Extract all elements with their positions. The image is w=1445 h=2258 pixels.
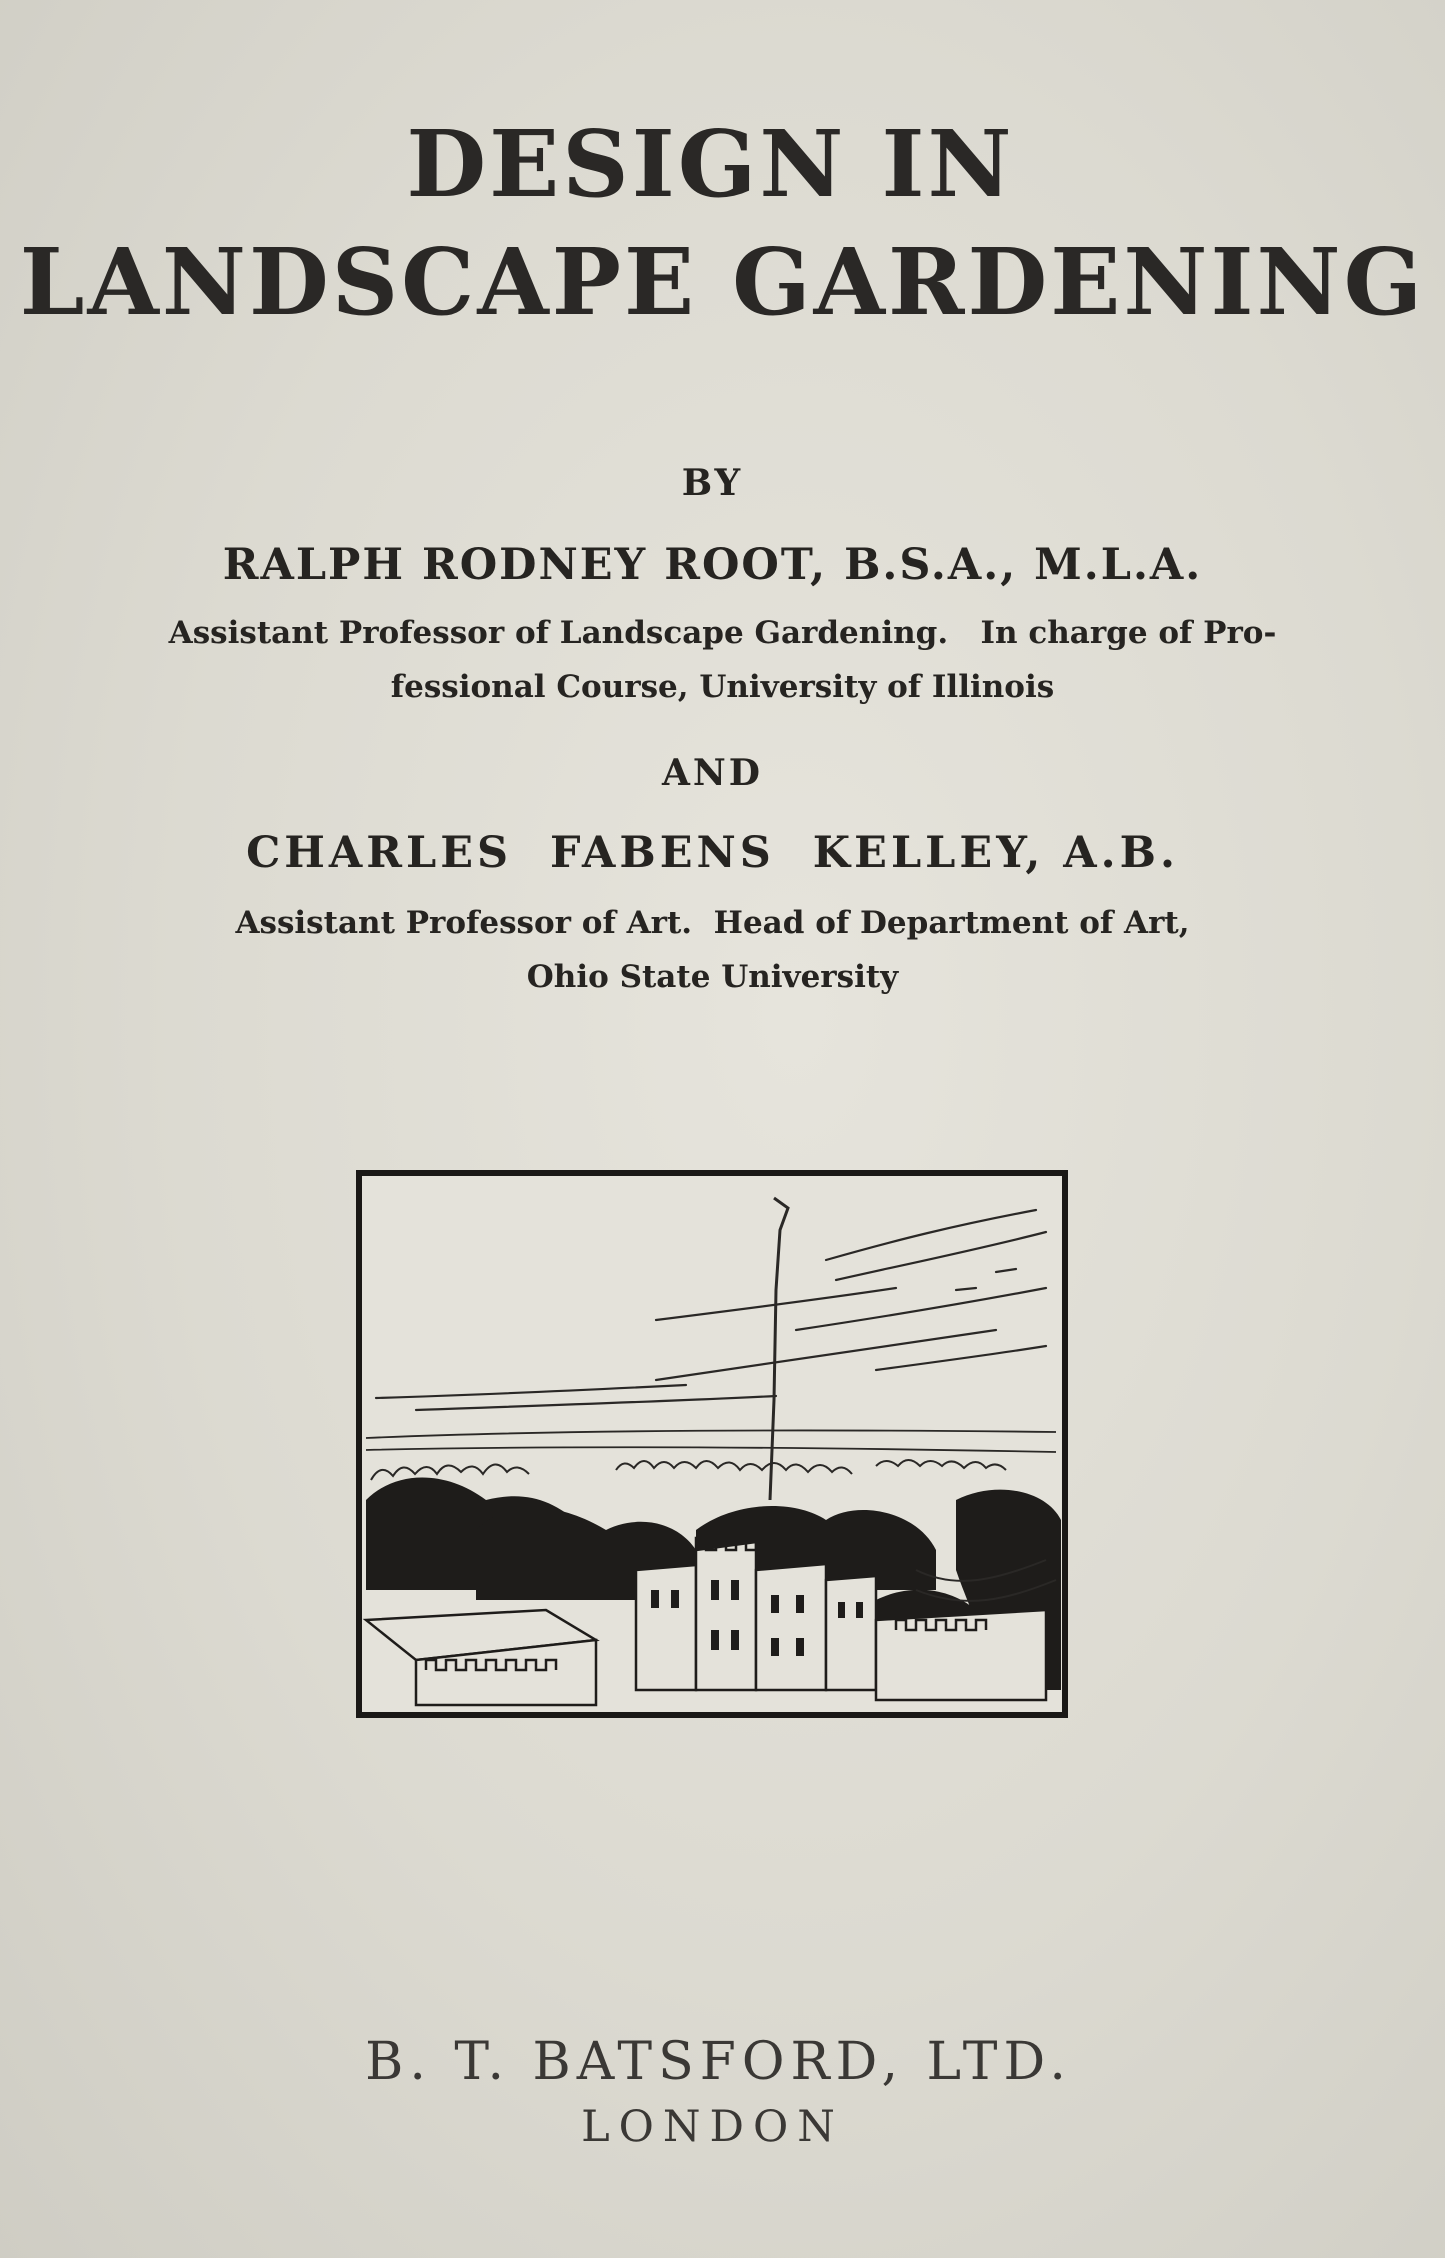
and-label: AND xyxy=(661,752,764,794)
author-1-name: RALPH RODNEY ROOT, B.S.A., M.L.A. xyxy=(222,540,1203,590)
author-1-affiliation-line-1: Assistant Professor of Landscape Gardening. In charge of Pro- xyxy=(168,615,1277,651)
landscape-engraving-icon xyxy=(356,1170,1068,1718)
author-1-affiliation-line-2: fessional Course, University of Illinois xyxy=(390,669,1055,705)
author-2-affiliation-line-2: Ohio State University xyxy=(526,959,899,995)
author-2-affiliation-line-1: Assistant Professor of Art. Head of Department of Art, xyxy=(235,905,1190,941)
author-2-affiliation xyxy=(0,896,1435,1004)
by-label: BY xyxy=(681,462,744,504)
author-1-affiliation xyxy=(0,606,1445,714)
publisher-city: LONDON xyxy=(581,2102,844,2152)
publisher-name: B. T. BATSFORD, LTD. xyxy=(365,2032,1072,2092)
author-2-name: CHARLES FABENS KELLEY, A.B. xyxy=(246,828,1179,878)
book-title-line-1: DESIGN IN xyxy=(406,110,1015,218)
book-title-line-2: LANDSCAPE GARDENING xyxy=(19,228,1426,336)
